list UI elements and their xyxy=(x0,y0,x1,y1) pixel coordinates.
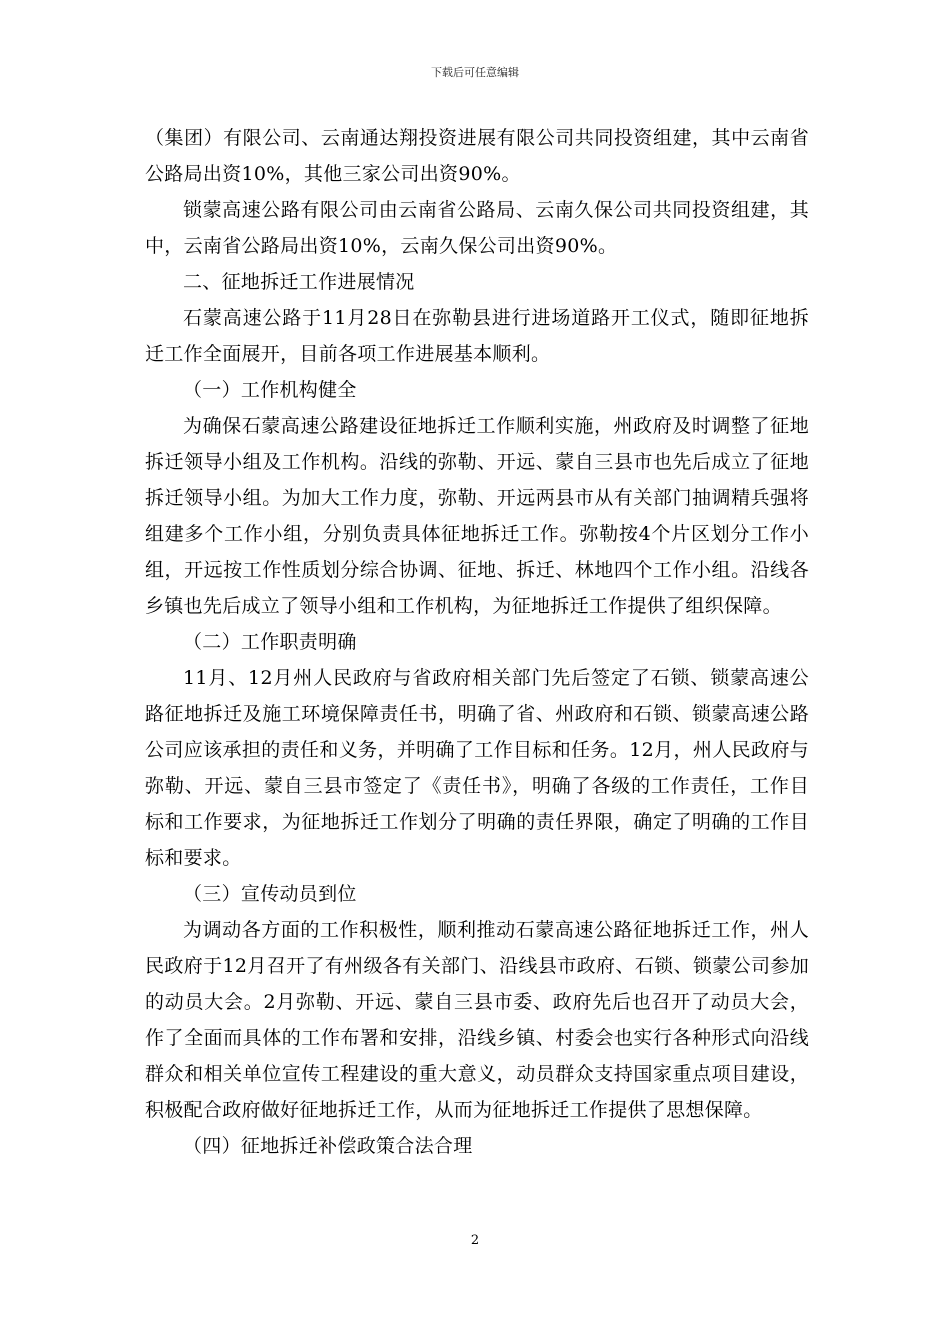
subsection-heading-1: （一）工作机构健全 xyxy=(183,379,357,401)
page-number: 2 xyxy=(470,1233,480,1248)
subsection-heading-4: （四）征地拆迁补偿政策合法合理 xyxy=(183,1135,473,1157)
document-body xyxy=(145,120,809,1164)
paragraph-continuation: （集团）有限公司、云南通达翔投资进展有限公司共同投资组建，其中云南省公路局出资10%，其他三家公司出资90%。 xyxy=(145,127,809,185)
subsection-heading-3: （三）宣传动员到位 xyxy=(183,883,357,905)
paragraph-organization: 为确保石蒙高速公路建设征地拆迁工作顺利实施，州政府及时调整了征地拆迁领导小组及工作机构。沿线的弥勒、开远、蒙自三县市也先后成立了征地拆迁领导小组。为加大工作力度，弥勒、开远两县市从有关部门抽调精兵强将组建多个工作小组，分别负责具体征地拆迁工作。弥勒按4个片区划分工作小组，开远按工作性质划分综合协调、征地、拆迁、林地四个工作小组。沿线各乡镇也先后成立了领导小组和工作机构，为征地拆迁工作提供了组织保障。 xyxy=(145,415,809,617)
paragraph-responsibilities: 11月、12月州人民政府与省政府相关部门先后签定了石锁、锁蒙高速公路征地拆迁及施工环境保障责任书，明确了省、州政府和石锁、锁蒙高速公路公司应该承担的责任和义务，并明确了工作目标和任务。12月，州人民政府与弥勒、开远、蒙自三县市签定了《责任书》，明确了各级的工作责任，工作目标和工作要求，为征地拆迁工作划分了明确的责任界限，确定了明确的工作目标和要求。 xyxy=(145,667,809,869)
page-header: 下载后可任意编辑 xyxy=(431,66,519,79)
section-heading-2: 二、征地拆迁工作进展情况 xyxy=(183,271,415,293)
paragraph-mobilization: 为调动各方面的工作积极性，顺利推动石蒙高速公路征地拆迁工作，州人民政府于12月召开了有州级各有关部门、沿线县市政府、石锁、锁蒙公司参加的动员大会。2月弥勒、开远、蒙自三县市委、政府先后也召开了动员大会，作了全面而具体的工作布署和安排，沿线乡镇、村委会也实行各种形式向沿线群众和相关单位宣传工程建设的重大意义，动员群众支持国家重点项目建设，积极配合政府做好征地拆迁工作，从而为征地拆迁工作提供了思想保障。 xyxy=(145,919,809,1121)
subsection-heading-2: （二）工作职责明确 xyxy=(183,631,357,653)
paragraph-progress-intro: 石蒙高速公路于11月28日在弥勒县进行进场道路开工仪式，随即征地拆迁工作全面展开，目前各项工作进展基本顺利。 xyxy=(145,307,809,365)
paragraph-suomeng-company: 锁蒙高速公路有限公司由云南省公路局、云南久保公司共同投资组建，其中，云南省公路局出资10%，云南久保公司出资90%。 xyxy=(145,199,809,257)
